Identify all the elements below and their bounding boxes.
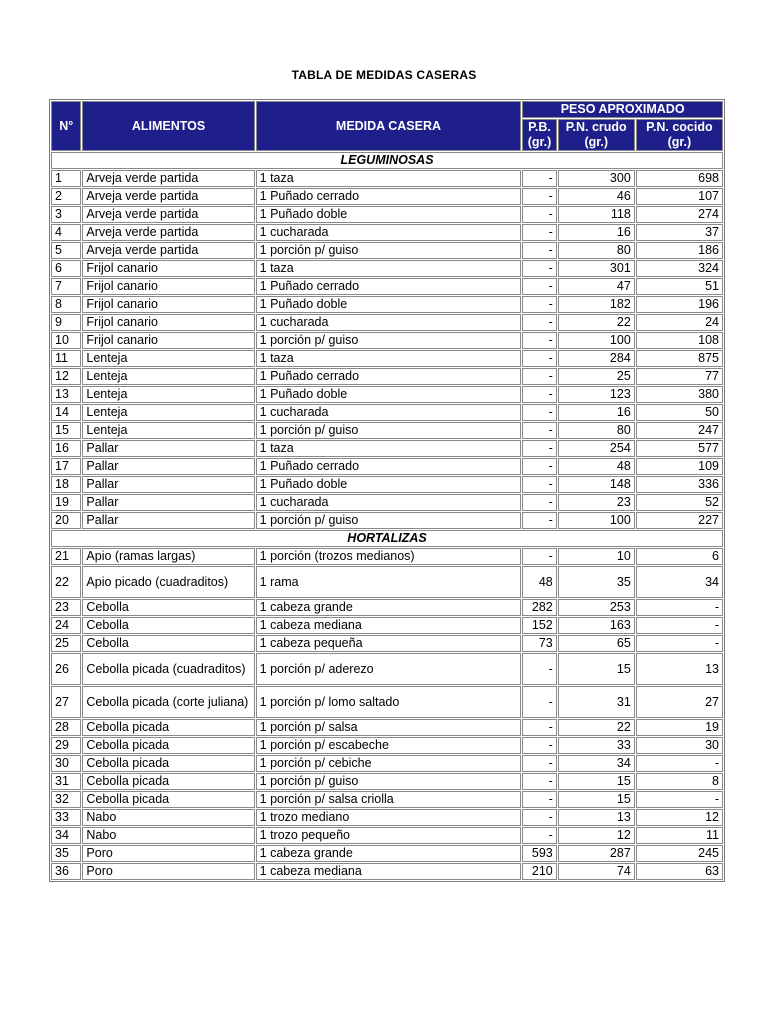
cell-pn-crudo: 74 xyxy=(558,863,635,880)
cell-pn-crudo: 46 xyxy=(558,188,635,205)
cell-medida: 1 trozo pequeño xyxy=(256,827,522,844)
cell-pn-crudo: 22 xyxy=(558,314,635,331)
cell-pb: 152 xyxy=(522,617,556,634)
cell-alimento: Frijol canario xyxy=(82,296,254,313)
table-row xyxy=(51,635,723,652)
cell-pn-crudo: 15 xyxy=(558,791,635,808)
cell-pn-cocido: 50 xyxy=(636,404,723,421)
cell-number: 29 xyxy=(51,737,81,754)
cell-number: 12 xyxy=(51,368,81,385)
cell-pn-cocido: 380 xyxy=(636,386,723,403)
cell-medida: 1 porción p/ cebiche xyxy=(256,755,522,772)
cell-number: 28 xyxy=(51,719,81,736)
cell-pb: - xyxy=(522,242,556,259)
cell-number: 10 xyxy=(51,332,81,349)
cell-medida: 1 cabeza grande xyxy=(256,599,522,616)
cell-pn-cocido: 27 xyxy=(636,686,723,718)
cell-pb: - xyxy=(522,548,556,565)
cell-alimento: Lenteja xyxy=(82,368,254,385)
table-row xyxy=(51,404,723,421)
col-header-n: N° xyxy=(51,101,81,151)
table-row xyxy=(51,386,723,403)
cell-medida: 1 Puñado cerrado xyxy=(256,368,522,385)
cell-pb: - xyxy=(522,278,556,295)
cell-pb: - xyxy=(522,332,556,349)
cell-medida: 1 cucharada xyxy=(256,314,522,331)
col-header-peso: PESO APROXIMADO xyxy=(522,101,723,118)
cell-number: 9 xyxy=(51,314,81,331)
cell-medida: 1 porción p/ salsa criolla xyxy=(256,791,522,808)
table-row xyxy=(51,368,723,385)
cell-pb: 282 xyxy=(522,599,556,616)
cell-alimento: Cebolla xyxy=(82,617,254,634)
cell-number: 24 xyxy=(51,617,81,634)
cell-pn-cocido: - xyxy=(636,635,723,652)
table-row xyxy=(51,278,723,295)
cell-alimento: Cebolla picada (corte juliana) xyxy=(82,686,254,718)
cell-pn-crudo: 287 xyxy=(558,845,635,862)
cell-alimento: Pallar xyxy=(82,512,254,529)
cell-pn-cocido: 107 xyxy=(636,188,723,205)
cell-pb: - xyxy=(522,170,556,187)
cell-pn-cocido: 109 xyxy=(636,458,723,475)
table-row xyxy=(51,224,723,241)
cell-number: 30 xyxy=(51,755,81,772)
cell-number: 36 xyxy=(51,863,81,880)
cell-alimento: Arveja verde partida xyxy=(82,206,254,223)
cell-number: 20 xyxy=(51,512,81,529)
cell-number: 35 xyxy=(51,845,81,862)
cell-pn-crudo: 80 xyxy=(558,242,635,259)
cell-pn-crudo: 118 xyxy=(558,206,635,223)
cell-number: 32 xyxy=(51,791,81,808)
cell-pb: 593 xyxy=(522,845,556,862)
cell-number: 18 xyxy=(51,476,81,493)
cell-pn-crudo: 123 xyxy=(558,386,635,403)
cell-number: 6 xyxy=(51,260,81,277)
measures-table xyxy=(49,99,725,882)
table-row xyxy=(51,260,723,277)
cell-alimento: Arveja verde partida xyxy=(82,224,254,241)
cell-number: 26 xyxy=(51,653,81,685)
table-row xyxy=(51,242,723,259)
cell-alimento: Frijol canario xyxy=(82,278,254,295)
cell-pn-crudo: 23 xyxy=(558,494,635,511)
cell-pn-crudo: 253 xyxy=(558,599,635,616)
table-row xyxy=(51,170,723,187)
table-row xyxy=(51,548,723,565)
cell-number: 23 xyxy=(51,599,81,616)
cell-pn-crudo: 35 xyxy=(558,566,635,598)
cell-pn-crudo: 10 xyxy=(558,548,635,565)
cell-pn-cocido: 227 xyxy=(636,512,723,529)
cell-alimento: Apio (ramas largas) xyxy=(82,548,254,565)
cell-number: 1 xyxy=(51,170,81,187)
cell-pn-crudo: 15 xyxy=(558,653,635,685)
table-row xyxy=(51,719,723,736)
cell-pb: - xyxy=(522,512,556,529)
cell-medida: 1 porción p/ lomo saltado xyxy=(256,686,522,718)
table-row xyxy=(51,617,723,634)
cell-pn-cocido: 186 xyxy=(636,242,723,259)
cell-pn-cocido: 336 xyxy=(636,476,723,493)
table-row xyxy=(51,296,723,313)
cell-alimento: Pallar xyxy=(82,494,254,511)
cell-alimento: Arveja verde partida xyxy=(82,188,254,205)
cell-number: 25 xyxy=(51,635,81,652)
cell-pn-cocido: 11 xyxy=(636,827,723,844)
cell-alimento: Arveja verde partida xyxy=(82,242,254,259)
cell-alimento: Cebolla picada xyxy=(82,737,254,754)
cell-medida: 1 taza xyxy=(256,440,522,457)
table-row xyxy=(51,827,723,844)
cell-pn-cocido: - xyxy=(636,617,723,634)
table-row xyxy=(51,863,723,880)
cell-alimento: Nabo xyxy=(82,809,254,826)
cell-pb: - xyxy=(522,188,556,205)
cell-pn-crudo: 16 xyxy=(558,224,635,241)
col-header-pb: P.B. (gr.) xyxy=(522,119,556,151)
cell-number: 5 xyxy=(51,242,81,259)
cell-medida: 1 Puñado cerrado xyxy=(256,278,522,295)
cell-medida: 1 porción p/ guiso xyxy=(256,242,522,259)
section-title: LEGUMINOSAS xyxy=(51,152,723,169)
cell-medida: 1 porción p/ guiso xyxy=(256,773,522,790)
cell-medida: 1 porción p/ escabeche xyxy=(256,737,522,754)
cell-pn-cocido: 51 xyxy=(636,278,723,295)
cell-medida: 1 rama xyxy=(256,566,522,598)
table-row xyxy=(51,512,723,529)
cell-pn-cocido: 6 xyxy=(636,548,723,565)
cell-pb: - xyxy=(522,386,556,403)
cell-pn-cocido: 324 xyxy=(636,260,723,277)
cell-alimento: Apio picado (cuadraditos) xyxy=(82,566,254,598)
cell-alimento: Lenteja xyxy=(82,386,254,403)
cell-pb: - xyxy=(522,476,556,493)
cell-medida: 1 porción p/ guiso xyxy=(256,332,522,349)
cell-number: 11 xyxy=(51,350,81,367)
table-row xyxy=(51,332,723,349)
cell-pb: - xyxy=(522,737,556,754)
cell-pn-crudo: 25 xyxy=(558,368,635,385)
section-row xyxy=(51,152,723,169)
cell-pn-crudo: 48 xyxy=(558,458,635,475)
cell-pb: - xyxy=(522,368,556,385)
cell-pn-crudo: 15 xyxy=(558,773,635,790)
cell-alimento: Cebolla picada xyxy=(82,791,254,808)
cell-pn-crudo: 301 xyxy=(558,260,635,277)
cell-pb: - xyxy=(522,350,556,367)
cell-pb: - xyxy=(522,755,556,772)
table-row xyxy=(51,314,723,331)
cell-alimento: Frijol canario xyxy=(82,332,254,349)
cell-medida: 1 Puñado cerrado xyxy=(256,458,522,475)
cell-pb: - xyxy=(522,458,556,475)
cell-number: 16 xyxy=(51,440,81,457)
cell-pn-cocido: 247 xyxy=(636,422,723,439)
cell-alimento: Pallar xyxy=(82,440,254,457)
cell-alimento: Pallar xyxy=(82,476,254,493)
cell-pn-cocido: 30 xyxy=(636,737,723,754)
cell-pn-cocido: 577 xyxy=(636,440,723,457)
cell-pn-cocido: 875 xyxy=(636,350,723,367)
table-row xyxy=(51,653,723,685)
cell-pn-cocido: 698 xyxy=(636,170,723,187)
cell-medida: 1 trozo mediano xyxy=(256,809,522,826)
cell-pn-crudo: 34 xyxy=(558,755,635,772)
table-row xyxy=(51,476,723,493)
cell-medida: 1 porción (trozos medianos) xyxy=(256,548,522,565)
cell-medida: 1 cabeza mediana xyxy=(256,617,522,634)
cell-medida: 1 Puñado doble xyxy=(256,206,522,223)
cell-pn-crudo: 254 xyxy=(558,440,635,457)
cell-number: 7 xyxy=(51,278,81,295)
cell-pb: - xyxy=(522,314,556,331)
cell-medida: 1 Puñado doble xyxy=(256,476,522,493)
cell-pn-cocido: 52 xyxy=(636,494,723,511)
cell-alimento: Lenteja xyxy=(82,404,254,421)
cell-pn-cocido: 24 xyxy=(636,314,723,331)
cell-pn-crudo: 65 xyxy=(558,635,635,652)
cell-pn-crudo: 182 xyxy=(558,296,635,313)
cell-number: 27 xyxy=(51,686,81,718)
cell-pn-cocido: 108 xyxy=(636,332,723,349)
table-row xyxy=(51,791,723,808)
cell-alimento: Lenteja xyxy=(82,350,254,367)
table-row xyxy=(51,422,723,439)
table-row xyxy=(51,599,723,616)
cell-pn-cocido: 34 xyxy=(636,566,723,598)
cell-pn-cocido: - xyxy=(636,599,723,616)
table-row xyxy=(51,686,723,718)
cell-number: 19 xyxy=(51,494,81,511)
cell-alimento: Arveja verde partida xyxy=(82,170,254,187)
cell-pn-cocido: 19 xyxy=(636,719,723,736)
cell-pb: - xyxy=(522,404,556,421)
table-row xyxy=(51,350,723,367)
cell-number: 3 xyxy=(51,206,81,223)
cell-pn-crudo: 13 xyxy=(558,809,635,826)
col-header-medida: MEDIDA CASERA xyxy=(256,101,522,151)
cell-alimento: Lenteja xyxy=(82,422,254,439)
cell-pb: 210 xyxy=(522,863,556,880)
cell-pb: - xyxy=(522,260,556,277)
cell-medida: 1 Puñado cerrado xyxy=(256,188,522,205)
cell-pn-cocido: 196 xyxy=(636,296,723,313)
cell-pb: - xyxy=(522,653,556,685)
table-row xyxy=(51,458,723,475)
cell-pn-crudo: 31 xyxy=(558,686,635,718)
table-row xyxy=(51,206,723,223)
cell-number: 31 xyxy=(51,773,81,790)
cell-medida: 1 taza xyxy=(256,170,522,187)
cell-alimento: Poro xyxy=(82,863,254,880)
cell-pn-crudo: 100 xyxy=(558,512,635,529)
cell-pn-cocido: 274 xyxy=(636,206,723,223)
cell-medida: 1 porción p/ salsa xyxy=(256,719,522,736)
cell-pb: - xyxy=(522,422,556,439)
table-row xyxy=(51,755,723,772)
cell-number: 2 xyxy=(51,188,81,205)
cell-pn-cocido: 37 xyxy=(636,224,723,241)
cell-pb: - xyxy=(522,224,556,241)
cell-pn-crudo: 47 xyxy=(558,278,635,295)
table-row xyxy=(51,737,723,754)
cell-pb: - xyxy=(522,686,556,718)
cell-alimento: Frijol canario xyxy=(82,314,254,331)
cell-number: 21 xyxy=(51,548,81,565)
cell-alimento: Cebolla xyxy=(82,599,254,616)
cell-pb: - xyxy=(522,827,556,844)
cell-medida: 1 cucharada xyxy=(256,494,522,511)
cell-pn-cocido: 8 xyxy=(636,773,723,790)
cell-alimento: Nabo xyxy=(82,827,254,844)
cell-number: 33 xyxy=(51,809,81,826)
table-row xyxy=(51,188,723,205)
section-row xyxy=(51,530,723,547)
cell-pn-cocido: 12 xyxy=(636,809,723,826)
cell-pb: - xyxy=(522,791,556,808)
col-header-pn-cocido: P.N. cocido (gr.) xyxy=(636,119,723,151)
cell-alimento: Frijol canario xyxy=(82,260,254,277)
cell-pb: - xyxy=(522,206,556,223)
table-row xyxy=(51,845,723,862)
table-row xyxy=(51,773,723,790)
cell-medida: 1 Puñado doble xyxy=(256,386,522,403)
cell-number: 14 xyxy=(51,404,81,421)
cell-alimento: Cebolla picada (cuadraditos) xyxy=(82,653,254,685)
cell-pb: - xyxy=(522,719,556,736)
cell-alimento: Poro xyxy=(82,845,254,862)
cell-medida: 1 porción p/ guiso xyxy=(256,422,522,439)
cell-pn-crudo: 22 xyxy=(558,719,635,736)
cell-alimento: Pallar xyxy=(82,458,254,475)
cell-pn-cocido: 245 xyxy=(636,845,723,862)
cell-pn-crudo: 33 xyxy=(558,737,635,754)
cell-alimento: Cebolla picada xyxy=(82,755,254,772)
col-header-alimentos: ALIMENTOS xyxy=(82,101,254,151)
cell-pn-crudo: 300 xyxy=(558,170,635,187)
cell-alimento: Cebolla picada xyxy=(82,719,254,736)
cell-medida: 1 porción p/ aderezo xyxy=(256,653,522,685)
cell-medida: 1 cabeza mediana xyxy=(256,863,522,880)
cell-pn-cocido: 63 xyxy=(636,863,723,880)
cell-pb: - xyxy=(522,296,556,313)
cell-pn-cocido: - xyxy=(636,791,723,808)
cell-pn-crudo: 100 xyxy=(558,332,635,349)
cell-pb: - xyxy=(522,494,556,511)
cell-medida: 1 taza xyxy=(256,260,522,277)
cell-pb: - xyxy=(522,773,556,790)
col-header-pn-crudo: P.N. crudo (gr.) xyxy=(558,119,635,151)
cell-pn-crudo: 16 xyxy=(558,404,635,421)
table-body xyxy=(51,152,723,880)
cell-number: 34 xyxy=(51,827,81,844)
cell-medida: 1 taza xyxy=(256,350,522,367)
cell-medida: 1 Puñado doble xyxy=(256,296,522,313)
cell-alimento: Cebolla xyxy=(82,635,254,652)
cell-number: 15 xyxy=(51,422,81,439)
page-title: TABLA DE MEDIDAS CASERAS xyxy=(291,68,477,82)
cell-pb: 73 xyxy=(522,635,556,652)
cell-pn-crudo: 148 xyxy=(558,476,635,493)
cell-pn-crudo: 163 xyxy=(558,617,635,634)
cell-pn-crudo: 12 xyxy=(558,827,635,844)
cell-medida: 1 cucharada xyxy=(256,224,522,241)
cell-number: 22 xyxy=(51,566,81,598)
cell-number: 8 xyxy=(51,296,81,313)
cell-medida: 1 cabeza grande xyxy=(256,845,522,862)
cell-pn-cocido: - xyxy=(636,755,723,772)
cell-medida: 1 cabeza pequeña xyxy=(256,635,522,652)
cell-pn-cocido: 13 xyxy=(636,653,723,685)
table-row xyxy=(51,440,723,457)
cell-medida: 1 cucharada xyxy=(256,404,522,421)
table-row xyxy=(51,494,723,511)
cell-pb: - xyxy=(522,440,556,457)
table-row xyxy=(51,566,723,598)
cell-pb: - xyxy=(522,809,556,826)
cell-number: 13 xyxy=(51,386,81,403)
cell-number: 4 xyxy=(51,224,81,241)
cell-medida: 1 porción p/ guiso xyxy=(256,512,522,529)
table-row xyxy=(51,809,723,826)
cell-pn-crudo: 284 xyxy=(558,350,635,367)
cell-alimento: Cebolla picada xyxy=(82,773,254,790)
cell-pn-crudo: 80 xyxy=(558,422,635,439)
cell-pb: 48 xyxy=(522,566,556,598)
cell-number: 17 xyxy=(51,458,81,475)
section-title: HORTALIZAS xyxy=(51,530,723,547)
cell-pn-cocido: 77 xyxy=(636,368,723,385)
